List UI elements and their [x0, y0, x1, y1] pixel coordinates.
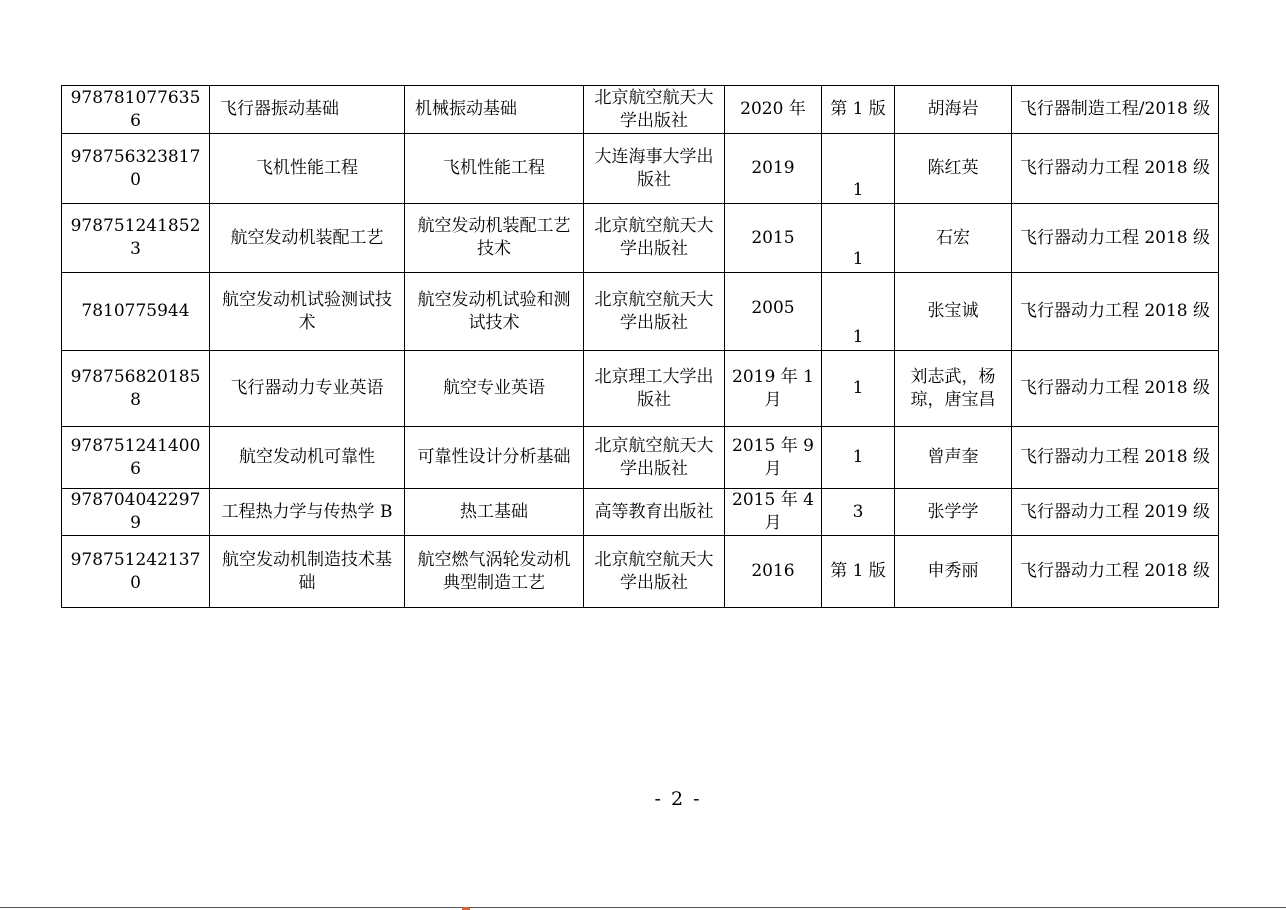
course-cell: 飞行器振动基础	[210, 86, 405, 134]
author-cell: 张宝诚	[895, 273, 1012, 351]
class-cell: 飞行器动力工程 2018 级	[1012, 427, 1219, 489]
author-cell: 刘志武，杨琼，唐宝昌	[895, 351, 1012, 427]
edition-cell: 第 1 版	[822, 536, 895, 608]
author-cell: 申秀丽	[895, 536, 1012, 608]
class-cell: 飞行器动力工程 2018 级	[1012, 273, 1219, 351]
textbook-cell: 航空发动机试验和测试技术	[405, 273, 584, 351]
publisher-cell: 北京航空航天大学出版社	[584, 204, 725, 273]
class-cell: 飞行器动力工程 2018 级	[1012, 204, 1219, 273]
course-cell: 航空发动机试验测试技术	[210, 273, 405, 351]
course-cell: 航空发动机可靠性	[210, 427, 405, 489]
year-cell: 2015 年 4 月	[725, 489, 822, 536]
year-cell: 2015	[725, 204, 822, 273]
isbn-cell: 9787568201858	[62, 351, 210, 427]
class-cell: 飞行器动力工程 2019 级	[1012, 489, 1219, 536]
textbook-cell: 航空燃气涡轮发动机典型制造工艺	[405, 536, 584, 608]
table-row	[62, 134, 1219, 204]
class-cell: 飞行器动力工程 2018 级	[1012, 536, 1219, 608]
textbook-cell: 飞机性能工程	[405, 134, 584, 204]
textbook-cell: 航空专业英语	[405, 351, 584, 427]
course-cell: 航空发动机制造技术基础	[210, 536, 405, 608]
edition-cell: 1	[822, 351, 895, 427]
edition-cell: 1	[822, 134, 895, 204]
isbn-cell: 9787040422979	[62, 489, 210, 536]
textbook-cell: 可靠性设计分析基础	[405, 427, 584, 489]
table-row	[62, 427, 1219, 489]
year-cell: 2020 年	[725, 86, 822, 134]
year-cell: 2016	[725, 536, 822, 608]
textbook-cell: 热工基础	[405, 489, 584, 536]
edition-cell: 3	[822, 489, 895, 536]
edition-cell: 第 1 版	[822, 86, 895, 134]
isbn-cell: 9787512418523	[62, 204, 210, 273]
class-cell: 飞行器制造工程/2018 级	[1012, 86, 1219, 134]
isbn-cell: 9787512421370	[62, 536, 210, 608]
course-cell: 飞行器动力专业英语	[210, 351, 405, 427]
table-row	[62, 351, 1219, 427]
page-number: - 2 -	[654, 788, 702, 810]
isbn-cell: 9787563238170	[62, 134, 210, 204]
textbook-cell: 航空发动机装配工艺技术	[405, 204, 584, 273]
author-cell: 石宏	[895, 204, 1012, 273]
publisher-cell: 高等教育出版社	[584, 489, 725, 536]
class-cell: 飞行器动力工程 2018 级	[1012, 351, 1219, 427]
year-cell: 2019 年 1 月	[725, 351, 822, 427]
edition-cell: 1	[822, 204, 895, 273]
publisher-cell: 北京航空航天大学出版社	[584, 427, 725, 489]
window-bottom-border	[0, 907, 1286, 908]
edition-cell: 1	[822, 273, 895, 351]
course-cell: 航空发动机装配工艺	[210, 204, 405, 273]
isbn-cell: 9787810776356	[62, 86, 210, 134]
year-cell: 2015 年 9 月	[725, 427, 822, 489]
publisher-cell: 北京航空航天大学出版社	[584, 86, 725, 134]
textbook-cell: 机械振动基础	[405, 86, 584, 134]
publisher-cell: 北京理工大学出版社	[584, 351, 725, 427]
table-row	[62, 273, 1219, 351]
table-row	[62, 536, 1219, 608]
textbook-table	[61, 85, 1219, 608]
isbn-cell: 9787512414006	[62, 427, 210, 489]
table-row	[62, 204, 1219, 273]
publisher-cell: 北京航空航天大学出版社	[584, 536, 725, 608]
course-cell: 工程热力学与传热学 B	[210, 489, 405, 536]
author-cell: 曾声奎	[895, 427, 1012, 489]
year-cell: 2005	[725, 273, 822, 351]
year-cell: 2019	[725, 134, 822, 204]
table-row	[62, 86, 1219, 134]
course-cell: 飞机性能工程	[210, 134, 405, 204]
publisher-cell: 北京航空航天大学出版社	[584, 273, 725, 351]
isbn-cell: 7810775944	[62, 273, 210, 351]
author-cell: 胡海岩	[895, 86, 1012, 134]
publisher-cell: 大连海事大学出版社	[584, 134, 725, 204]
author-cell: 张学学	[895, 489, 1012, 536]
author-cell: 陈红英	[895, 134, 1012, 204]
table-row	[62, 489, 1219, 536]
edition-cell: 1	[822, 427, 895, 489]
class-cell: 飞行器动力工程 2018 级	[1012, 134, 1219, 204]
